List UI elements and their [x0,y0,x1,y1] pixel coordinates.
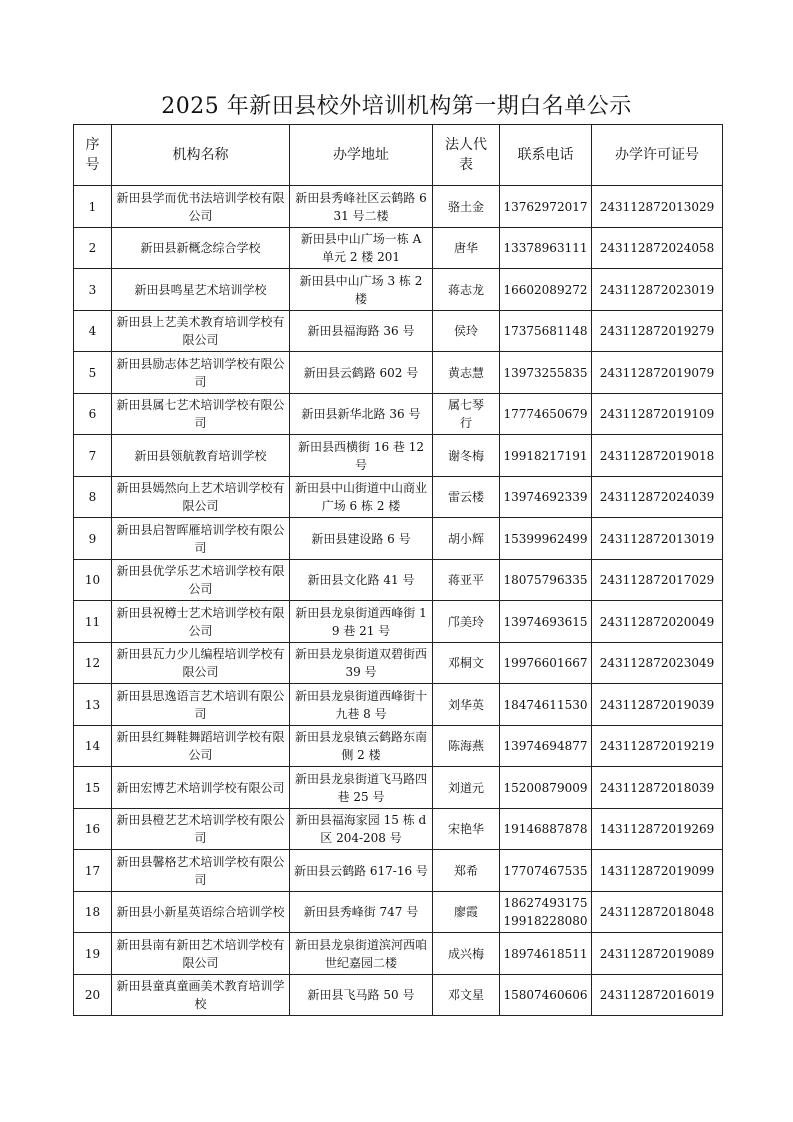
cell-legal-rep: 廖霞 [433,892,500,933]
cell-legal-rep: 宋艳华 [433,809,500,850]
table-row [74,892,723,933]
whitelist-table [73,124,723,1016]
cell-legal-rep: 胡小辉 [433,518,500,560]
header-phone: 联系电话 [500,125,592,186]
cell-org-name: 新田县优学乐艺术培训学校有限公司 [112,560,290,601]
cell-license: 243112872018048 [592,892,723,933]
cell-serial: 7 [74,435,112,477]
cell-org-name: 新田县橙艺艺术培训学校有限公司 [112,809,290,850]
cell-legal-rep: 黄志慧 [433,352,500,394]
cell-org-name: 新田县瓦力少儿编程培训学校有限公司 [112,643,290,684]
table-header-row [74,125,723,186]
cell-license: 243112872013029 [592,186,723,228]
table-row [74,726,723,767]
cell-org-name: 新田县馨格艺术培训学校有限公司 [112,850,290,892]
cell-org-name: 新田县启智晖雁培训学校有限公司 [112,518,290,560]
cell-serial: 18 [74,892,112,933]
cell-address: 新田县西横街 16 巷 12 号 [290,435,433,477]
cell-legal-rep: 邓文星 [433,975,500,1016]
cell-license: 243112872019279 [592,311,723,352]
cell-address: 新田县文化路 41 号 [290,560,433,601]
table-row [74,933,723,975]
cell-legal-rep: 唐华 [433,228,500,269]
cell-serial: 10 [74,560,112,601]
cell-phone: 17774650679 [500,394,592,435]
cell-address: 新田县新华北路 36 号 [290,394,433,435]
table-row [74,228,723,269]
cell-phone: 13974692339 [500,477,592,518]
table-row [74,850,723,892]
cell-license: 243112872020049 [592,601,723,643]
cell-legal-rep: 侯玲 [433,311,500,352]
cell-license: 243112872017029 [592,560,723,601]
table-row [74,311,723,352]
cell-legal-rep: 属七琴行 [433,394,500,435]
cell-serial: 11 [74,601,112,643]
cell-phone: 15807460606 [500,975,592,1016]
cell-license: 243112872024039 [592,477,723,518]
cell-serial: 12 [74,643,112,684]
cell-legal-rep: 成兴梅 [433,933,500,975]
cell-org-name: 新田县红舞鞋舞蹈培训学校有限公司 [112,726,290,767]
cell-phone: 18627493175 19918228080 [500,892,592,933]
cell-phone: 13378963111 [500,228,592,269]
header-serial: 序号 [74,125,112,186]
cell-org-name: 新田宏博艺术培训学校有限公司 [112,767,290,809]
cell-org-name: 新田县鸣星艺术培训学校 [112,269,290,311]
cell-license: 243112872019079 [592,352,723,394]
cell-serial: 4 [74,311,112,352]
cell-license: 243112872016019 [592,975,723,1016]
cell-org-name: 新田县学而优书法培训学校有限公司 [112,186,290,228]
table-row [74,186,723,228]
cell-legal-rep: 郑希 [433,850,500,892]
table-row [74,269,723,311]
cell-phone: 19146887878 [500,809,592,850]
cell-license: 243112872013019 [592,518,723,560]
header-license: 办学许可证号 [592,125,723,186]
cell-license: 243112872019219 [592,726,723,767]
cell-phone: 15399962499 [500,518,592,560]
cell-address: 新田县建设路 6 号 [290,518,433,560]
cell-address: 新田县中山广场 3 栋 2 楼 [290,269,433,311]
header-org-name: 机构名称 [112,125,290,186]
table-row [74,684,723,726]
cell-license: 243112872024058 [592,228,723,269]
cell-license: 243112872019109 [592,394,723,435]
cell-org-name: 新田县南有新田艺术培训学校有限公司 [112,933,290,975]
cell-license: 143112872019099 [592,850,723,892]
cell-phone: 19918217191 [500,435,592,477]
cell-serial: 9 [74,518,112,560]
cell-phone: 16602089272 [500,269,592,311]
cell-serial: 13 [74,684,112,726]
cell-phone: 18974618511 [500,933,592,975]
cell-legal-rep: 邝美玲 [433,601,500,643]
cell-phone: 17707467535 [500,850,592,892]
cell-serial: 1 [74,186,112,228]
cell-serial: 14 [74,726,112,767]
cell-legal-rep: 骆土金 [433,186,500,228]
cell-serial: 16 [74,809,112,850]
cell-org-name: 新田县励志体艺培训学校有限公司 [112,352,290,394]
cell-legal-rep: 邓桐文 [433,643,500,684]
table-body [74,186,723,1016]
cell-license: 243112872023049 [592,643,723,684]
cell-org-name: 新田县祝樽士艺术培训学校有限公司 [112,601,290,643]
cell-legal-rep: 陈海燕 [433,726,500,767]
cell-serial: 17 [74,850,112,892]
cell-phone: 13973255835 [500,352,592,394]
table-row [74,394,723,435]
cell-legal-rep: 谢冬梅 [433,435,500,477]
cell-license: 143112872019269 [592,809,723,850]
cell-org-name: 新田县童真童画美术教育培训学校 [112,975,290,1016]
cell-address: 新田县云鹤路 602 号 [290,352,433,394]
cell-serial: 6 [74,394,112,435]
table-row [74,518,723,560]
table-row [74,435,723,477]
cell-legal-rep: 蒋亚平 [433,560,500,601]
cell-serial: 20 [74,975,112,1016]
cell-serial: 2 [74,228,112,269]
cell-org-name: 新田县属七艺术培训学校有限公司 [112,394,290,435]
cell-license: 243112872018039 [592,767,723,809]
cell-license: 243112872019018 [592,435,723,477]
cell-address: 新田县龙泉镇云鹤路东南侧 2 楼 [290,726,433,767]
header-address: 办学地址 [290,125,433,186]
cell-serial: 3 [74,269,112,311]
cell-license: 243112872023019 [592,269,723,311]
cell-phone: 13974693615 [500,601,592,643]
cell-phone: 13974694877 [500,726,592,767]
table-row [74,767,723,809]
cell-address: 新田县秀峰街 747 号 [290,892,433,933]
cell-org-name: 新田县思逸语言艺术培训有限公司 [112,684,290,726]
table-row [74,809,723,850]
table-row [74,477,723,518]
table-row [74,352,723,394]
cell-address: 新田县龙泉街道西峰街 19 巷 21 号 [290,601,433,643]
cell-serial: 19 [74,933,112,975]
cell-serial: 8 [74,477,112,518]
page-title: 2025 年新田县校外培训机构第一期白名单公示 [161,94,632,119]
cell-org-name: 新田县领航教育培训学校 [112,435,290,477]
cell-address: 新田县飞马路 50 号 [290,975,433,1016]
cell-address: 新田县中山广场一栋 A 单元 2 楼 201 [290,228,433,269]
header-legal-rep: 法人代表 [433,125,500,186]
cell-address: 新田县龙泉街道西峰街十九巷 8 号 [290,684,433,726]
cell-address: 新田县龙泉街道双碧街西 39 号 [290,643,433,684]
cell-address: 新田县中山街道中山商业广场 6 栋 2 楼 [290,477,433,518]
cell-phone: 17375681148 [500,311,592,352]
cell-org-name: 新田县嫣然向上艺术培训学校有限公司 [112,477,290,518]
cell-legal-rep: 刘道元 [433,767,500,809]
cell-legal-rep: 蒋志龙 [433,269,500,311]
table-row [74,560,723,601]
cell-license: 243112872019089 [592,933,723,975]
cell-legal-rep: 雷云楼 [433,477,500,518]
cell-phone: 19976601667 [500,643,592,684]
cell-address: 新田县云鹤路 617-16 号 [290,850,433,892]
cell-phone: 18075796335 [500,560,592,601]
cell-address: 新田县福海路 36 号 [290,311,433,352]
cell-address: 新田县福海家园 15 栋 d 区 204-208 号 [290,809,433,850]
table-row [74,975,723,1016]
cell-address: 新田县龙泉街道飞马路四巷 25 号 [290,767,433,809]
cell-legal-rep: 刘华英 [433,684,500,726]
cell-phone: 18474611530 [500,684,592,726]
cell-phone: 15200879009 [500,767,592,809]
cell-phone: 13762972017 [500,186,592,228]
table-row [74,643,723,684]
cell-address: 新田县秀峰社区云鹤路 631 号二楼 [290,186,433,228]
cell-license: 243112872019039 [592,684,723,726]
cell-org-name: 新田县新概念综合学校 [112,228,290,269]
table-row [74,601,723,643]
cell-serial: 15 [74,767,112,809]
cell-org-name: 新田县上艺美术教育培训学校有限公司 [112,311,290,352]
cell-org-name: 新田县小新星英语综合培训学校 [112,892,290,933]
cell-address: 新田县龙泉街道滨河西咱世纪嘉园二楼 [290,933,433,975]
cell-serial: 5 [74,352,112,394]
